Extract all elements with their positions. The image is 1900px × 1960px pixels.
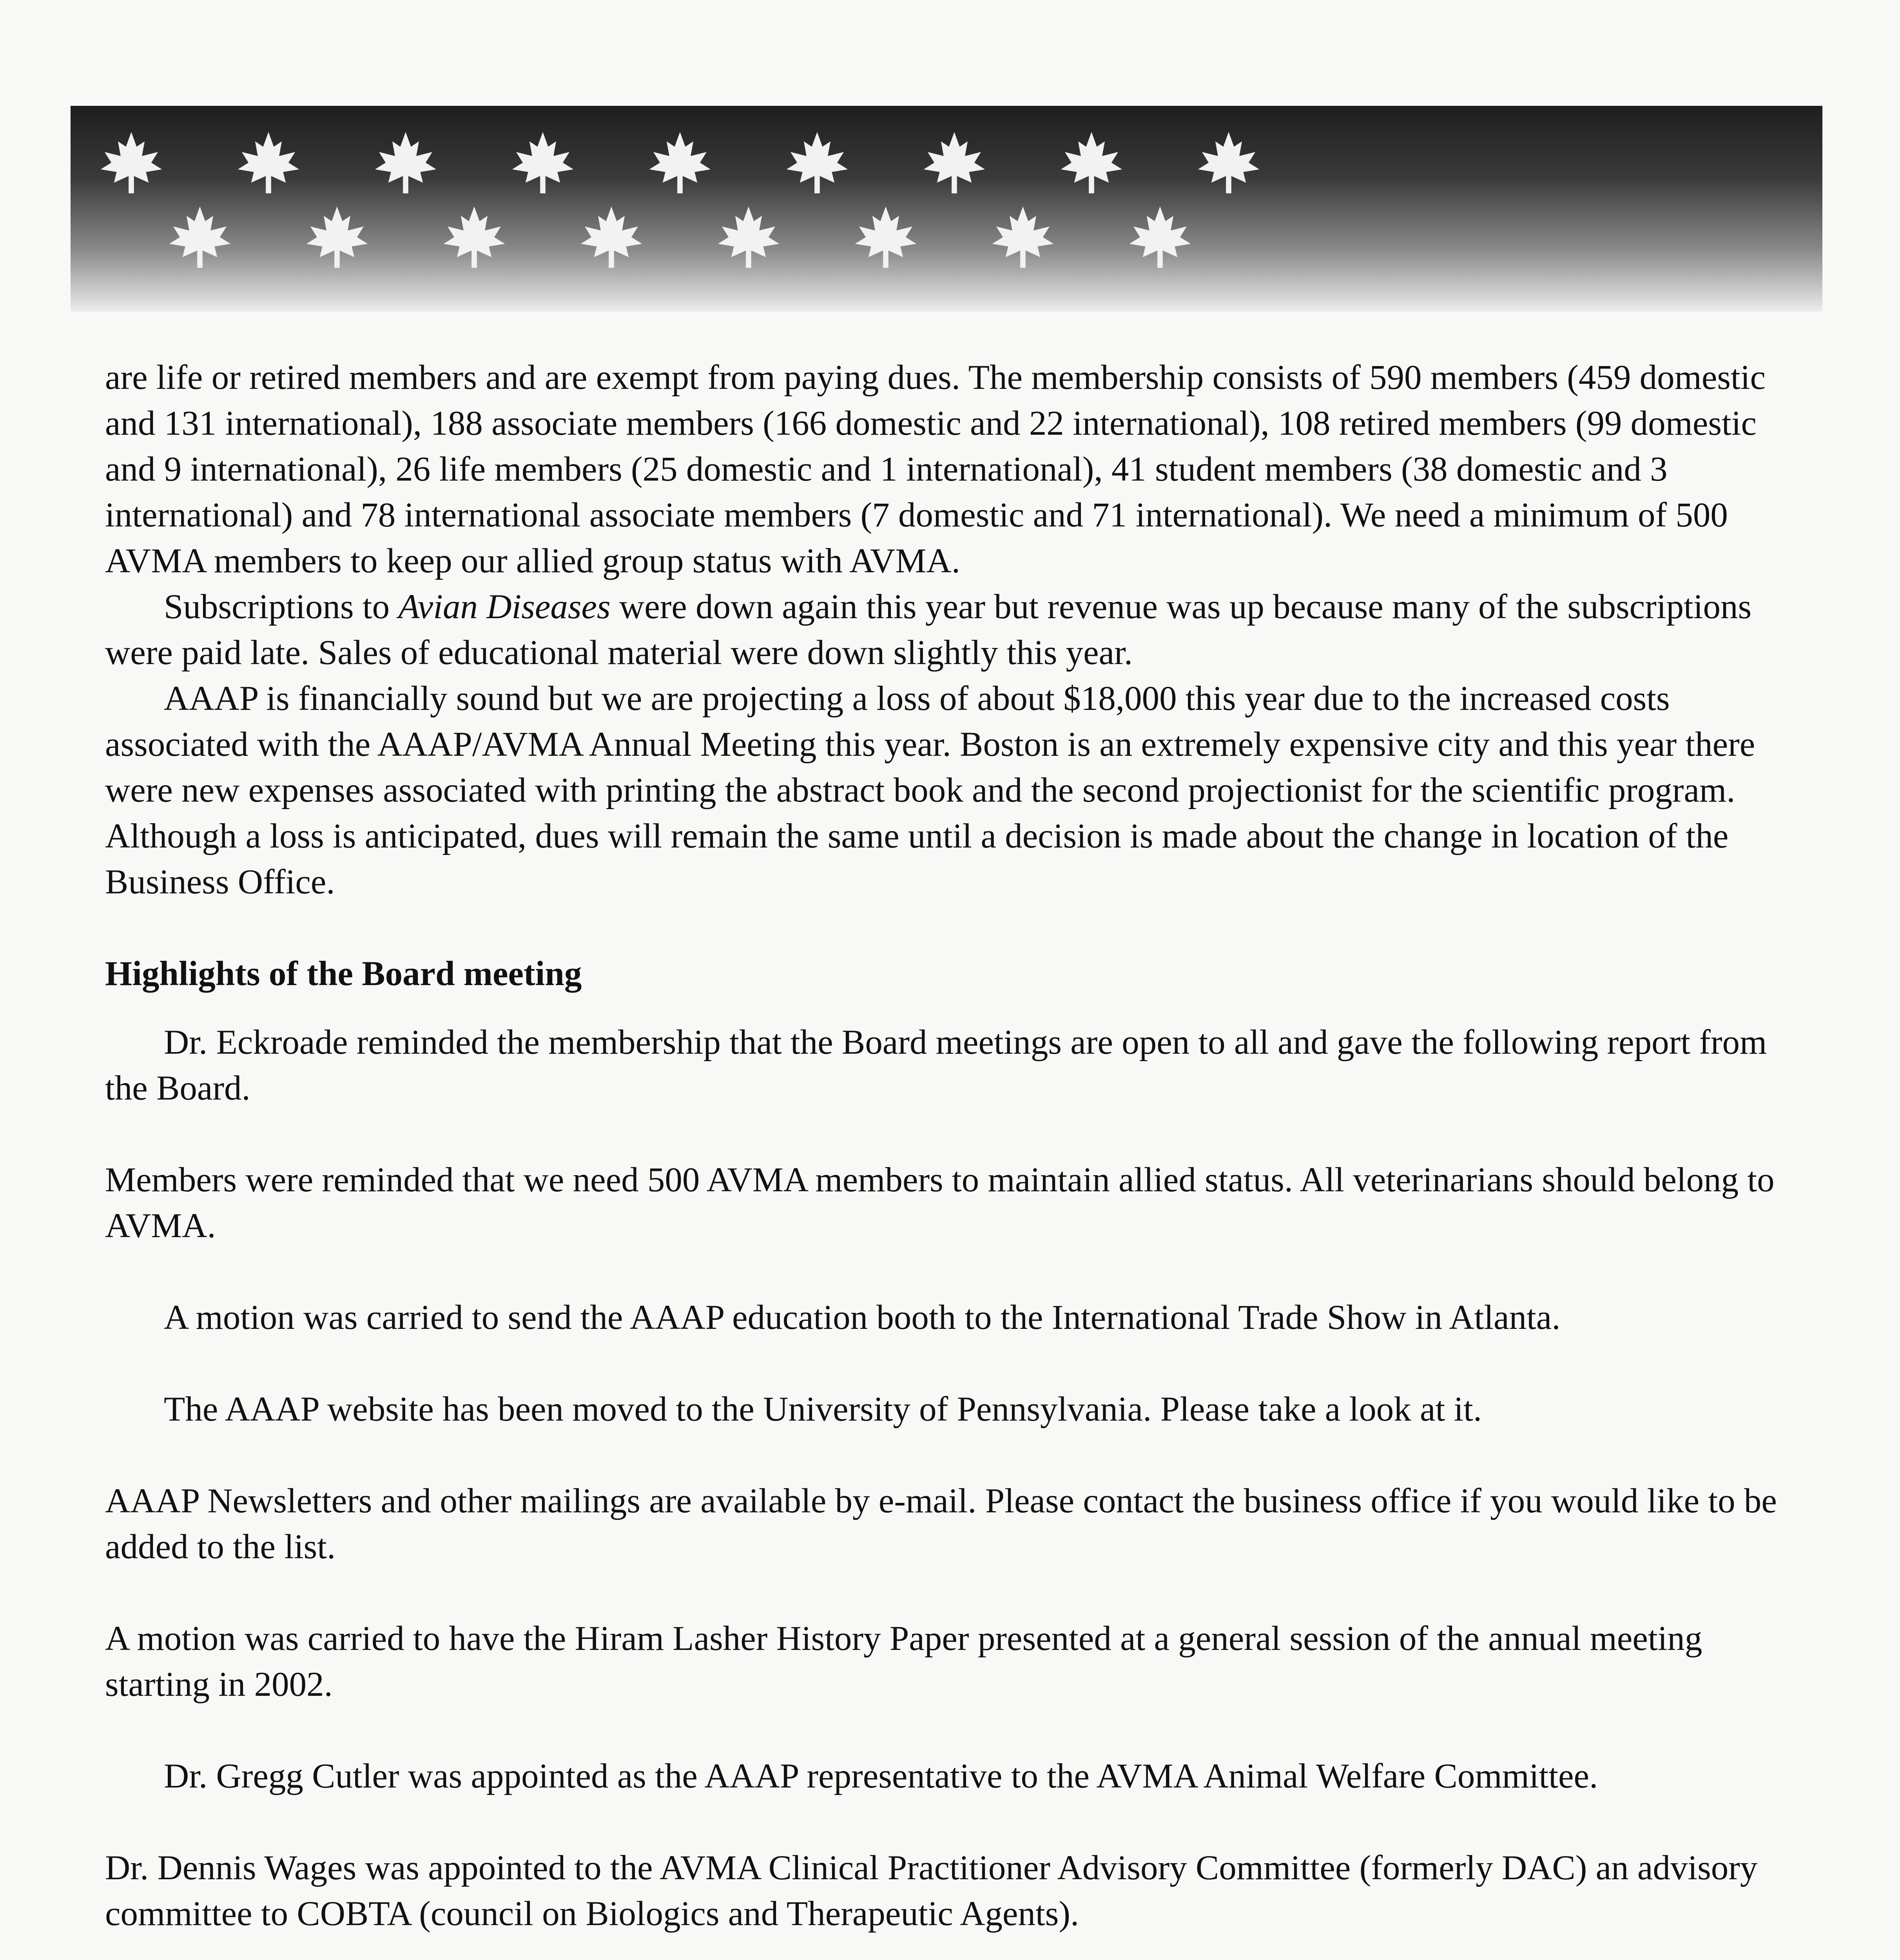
maple-leaf-icon	[235, 129, 302, 196]
maple-leaf-icon	[578, 204, 645, 270]
maple-leaf-icon	[372, 129, 439, 196]
history-paper-paragraph: A motion was carried to have the Hiram Lasher History Paper presented at a general session of the annual meeting starting in 2002.	[105, 1619, 1702, 1704]
subscriptions-text: Subscriptions to	[164, 588, 399, 626]
maple-leaf-icon	[509, 129, 576, 196]
section-heading: Highlights of the Board meeting	[105, 955, 582, 993]
maple-leaf-icon	[647, 129, 713, 196]
maple-leaf-icon	[715, 204, 782, 270]
journal-title: Avian Diseases	[398, 588, 611, 626]
maple-leaf-icon	[441, 204, 508, 270]
animal-welfare-paragraph: Dr. Gregg Cutler was appointed as the AAAP representative to the AVMA Animal Welfare Committee.	[164, 1757, 1598, 1795]
maple-leaf-icon	[990, 204, 1056, 270]
maple-leaf-icon	[1127, 204, 1193, 270]
maple-leaf-icon	[98, 129, 165, 196]
finance-paragraph: AAAP is financially sound but we are projecting a loss of about $18,000 this year due to the increased costs associated with the AAAP/AVMA Annual Meeting this year. Boston is an extremely expensive city and this year there were new expenses associated with printing the abstract book and the second projectionist for the scientific program. Although a loss is anticipated, dues will remain the same until a decision is made about the change in location of the Business Office.	[105, 679, 1755, 901]
newsletter-email-paragraph: AAAP Newsletters and other mailings are available by e-mail. Please contact the business office if you would like to be added to the list.	[105, 1482, 1777, 1566]
maple-leaf-icon	[852, 204, 919, 270]
maple-leaf-icon	[921, 129, 988, 196]
board-report-paragraph: Dr. Eckroade reminded the membership that the Board meetings are open to all and gave the following report from the Board.	[105, 1023, 1767, 1107]
maple-leaf-icon	[1058, 129, 1125, 196]
header-banner	[71, 106, 1822, 312]
maple-leaf-icon	[784, 129, 850, 196]
maple-leaf-icon	[167, 204, 233, 270]
subscriptions-paragraph	[105, 584, 1790, 676]
maple-leaf-icon	[304, 204, 370, 270]
membership-paragraph: are life or retired members and are exempt from paying dues. The membership consists of 590 members (459 domestic and 131 international), 188 associate members (166 domestic and 22 international), 108 retired members (99 domestic and 9 international), 26 life members (25 domestic and 1 international), 41 student members (38 domestic and 3 international) and 78 international associate members (7 domestic and 71 international). We need a minimum of 500 AVMA members to keep our allied group status with AVMA.	[105, 358, 1766, 580]
clinical-committee-paragraph: Dr. Dennis Wages was appointed to the AVMA Clinical Practitioner Advisory Committee (formerly DAC) an advisory committee to COBTA (council on Biologics and Therapeutic Agents).	[105, 1849, 1758, 1933]
website-paragraph: The AAAP website has been moved to the University of Pennsylvania. Please take a look at it.	[164, 1390, 1482, 1428]
maple-leaf-icon	[1195, 129, 1262, 196]
allied-status-paragraph: Members were reminded that we need 500 AVMA members to maintain allied status. All veterinarians should belong to AVMA.	[105, 1161, 1775, 1245]
subscriptions-text-end: were down again this year but revenue was up because many of the subscriptions were paid late. Sales of educational material were down slightly this year.	[105, 588, 1752, 672]
education-booth-paragraph: A motion was carried to send the AAAP education booth to the International Trade Show in Atlanta.	[164, 1298, 1561, 1337]
newsletter-body	[105, 355, 1790, 1960]
